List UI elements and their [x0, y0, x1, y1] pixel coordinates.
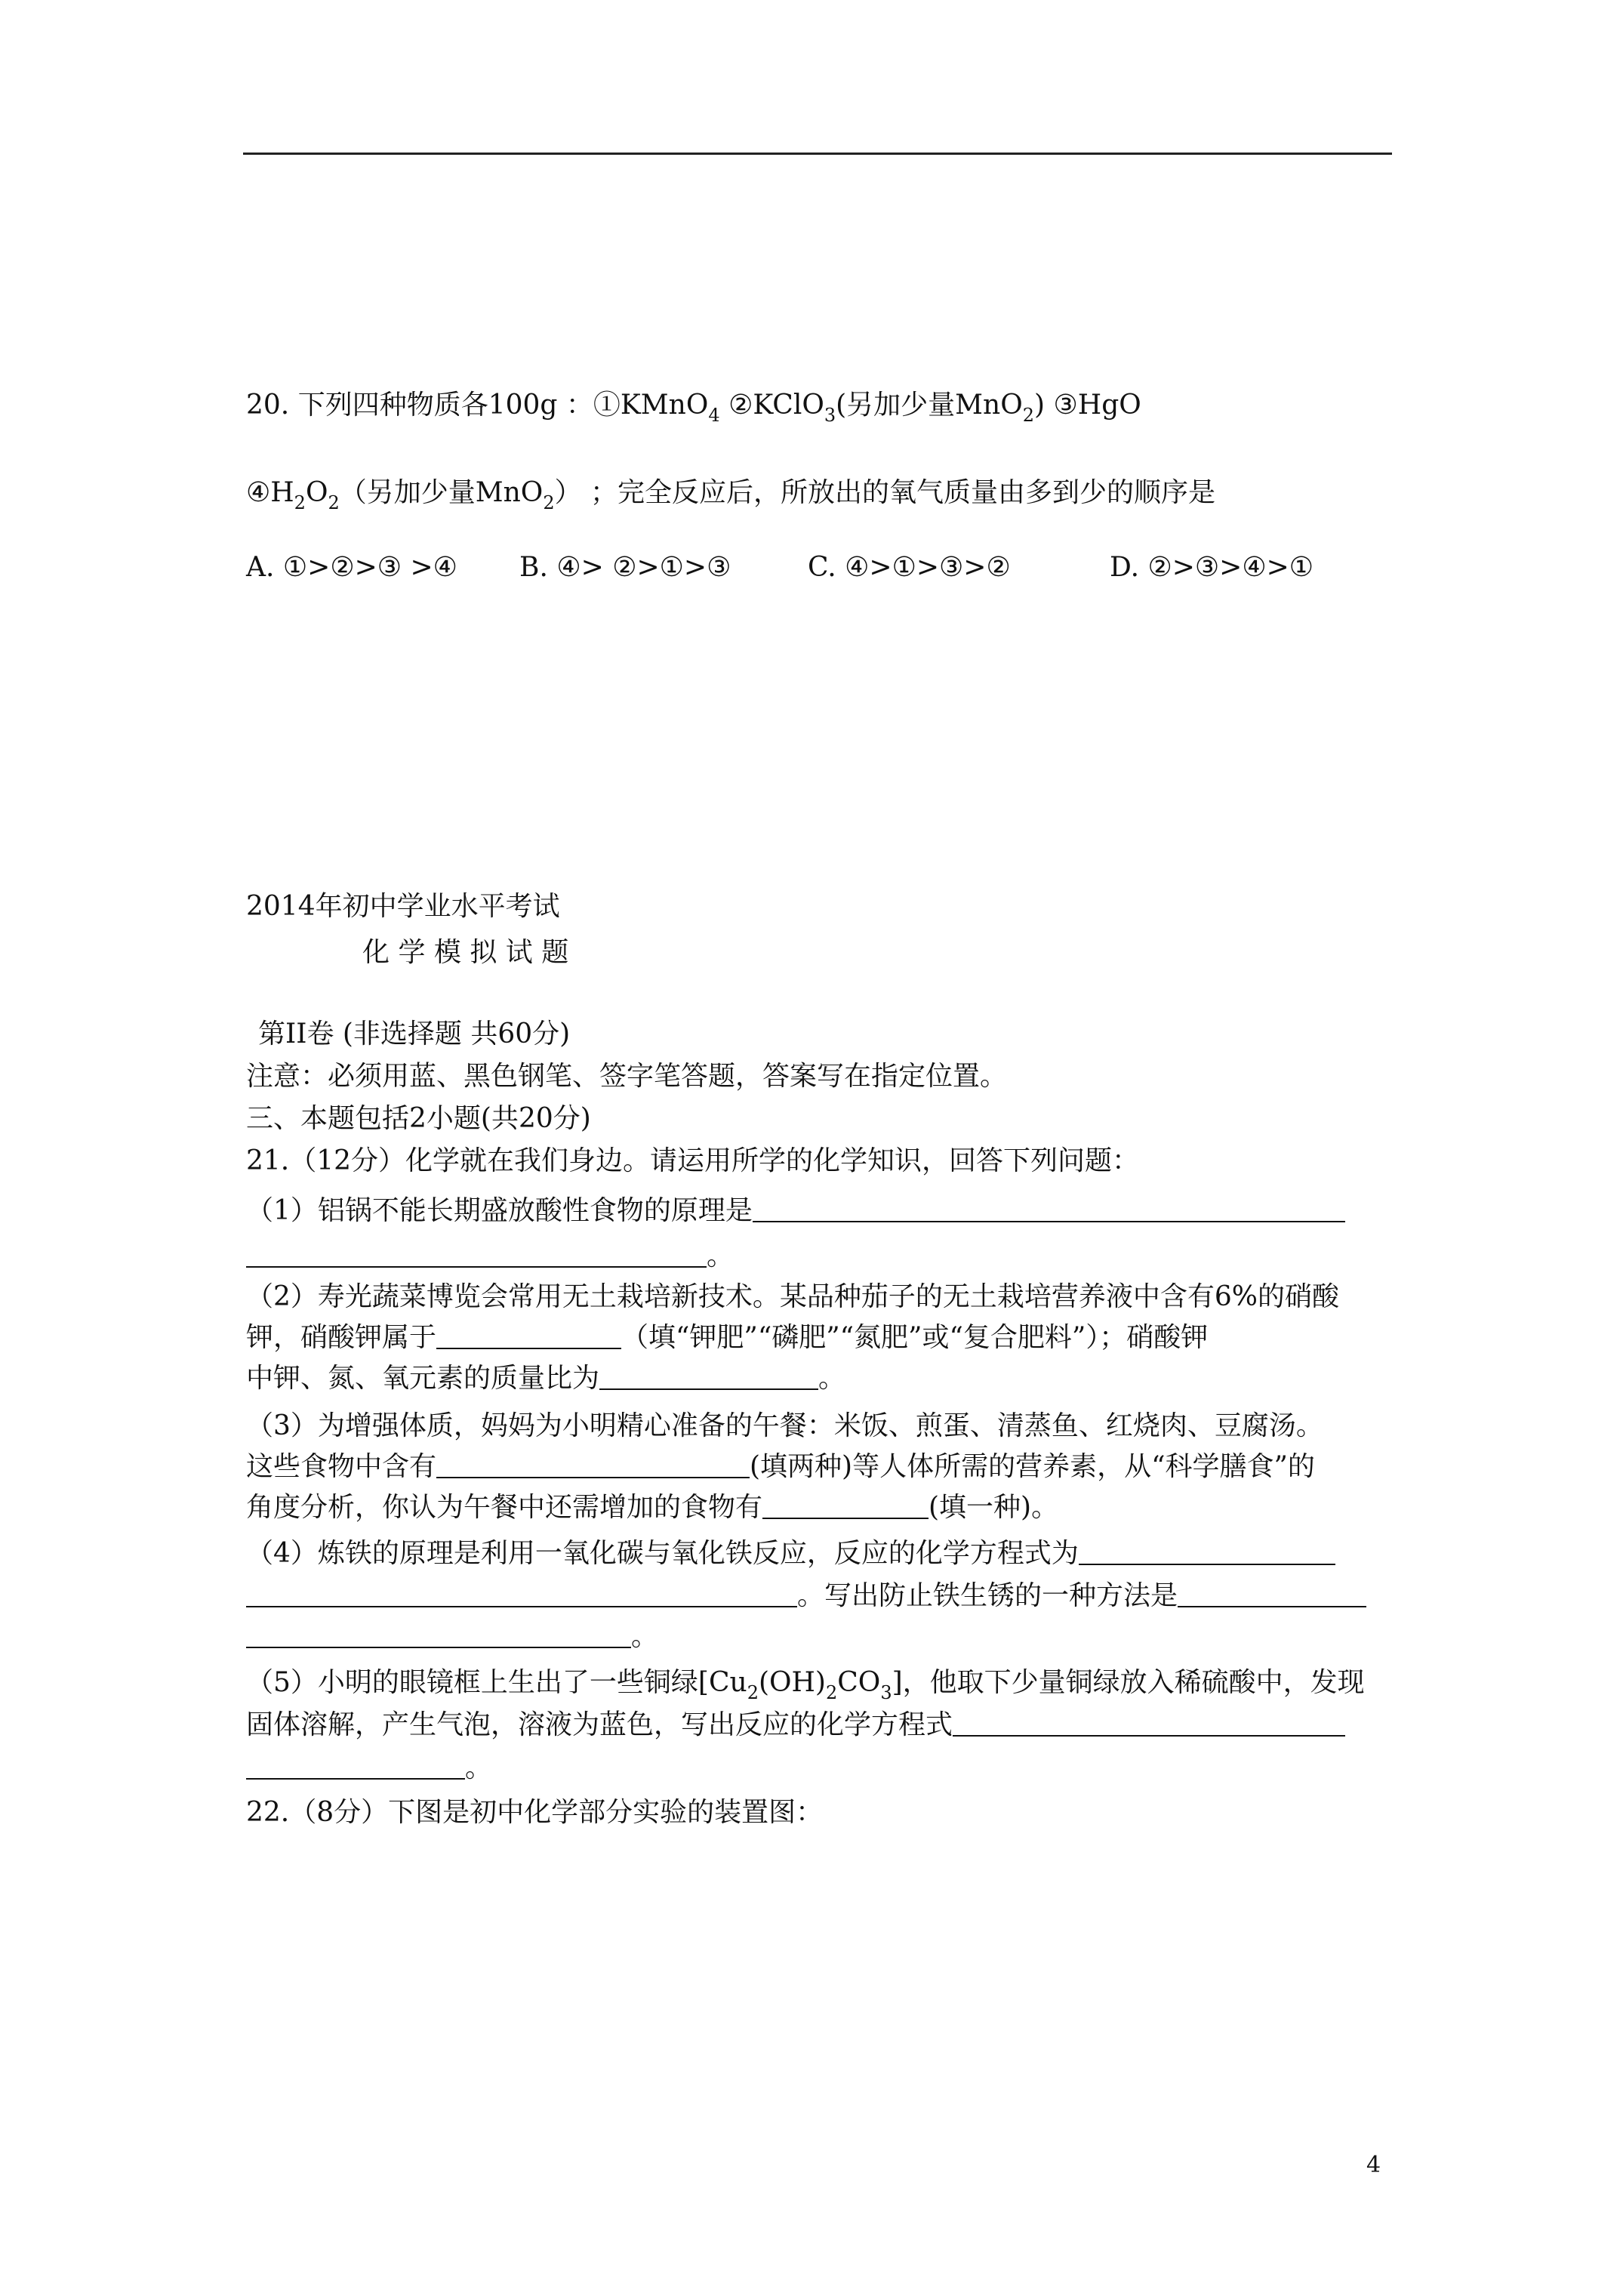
- page-number: 4: [1366, 2152, 1381, 2178]
- q20-option-b: B. ④> ②>①>③: [519, 552, 731, 583]
- exam-year-line: 2014年初中学业水平考试: [246, 891, 560, 922]
- q21-part5-line3: [246, 1749, 492, 1787]
- notice-text: 注意：必须用蓝、黑色钢笔、签字笔答题，答案写在指定位置。: [246, 1061, 1008, 1092]
- q21-text: ]，他取下少量铜绿放入稀硫酸中，发现: [892, 1667, 1365, 1698]
- answer-blank[interactable]: [1079, 1538, 1335, 1565]
- subscript: 2: [747, 1682, 759, 1703]
- q21-text: （4）炼铁的原理是利用一氧化碳与氧化铁反应，反应的化学方程式为: [246, 1538, 1079, 1569]
- answer-blank[interactable]: [753, 1195, 1345, 1222]
- q21-text: 。: [631, 1621, 659, 1652]
- q22-stem: 22.（8分）下图是初中化学部分实验的装置图：: [246, 1797, 824, 1828]
- subscript: 2: [294, 492, 306, 513]
- subscript: 2: [1022, 405, 1035, 426]
- subscript: 2: [543, 492, 555, 513]
- q20-text: ) ③HgO: [1034, 390, 1141, 421]
- header-rule: [243, 153, 1392, 155]
- q20-text: O: [305, 477, 328, 508]
- subscript: 2: [825, 1682, 838, 1703]
- q21-text: 固体溶解，产生气泡，溶液为蓝色，写出反应的化学方程式: [246, 1709, 953, 1740]
- answer-blank[interactable]: [246, 1240, 707, 1268]
- answer-blank[interactable]: [762, 1492, 929, 1519]
- q20-text: ④H: [246, 477, 294, 508]
- answer-blank[interactable]: [953, 1709, 1345, 1737]
- answer-blank[interactable]: [599, 1363, 818, 1390]
- q21-part1-line1: [246, 1192, 1345, 1230]
- q21-part5-line1: [246, 1664, 1365, 1712]
- q21-text: （5）小明的眼镜框上生出了一些铜绿[Cu: [246, 1667, 747, 1698]
- q21-text: 。: [707, 1240, 735, 1271]
- q21-part3-line1: （3）为增强体质，妈妈为小明精心准备的午餐：米饭、煎蛋、清蒸鱼、红烧肉、豆腐汤。: [246, 1410, 1323, 1441]
- q21-part3-line3: [246, 1489, 1058, 1527]
- answer-blank[interactable]: [436, 1451, 750, 1478]
- q20-text: ②KClO: [719, 390, 824, 421]
- q21-part2-line3: [246, 1360, 845, 1398]
- q21-part4-line2: [246, 1577, 1366, 1615]
- q21-text: 。写出防止铁生锈的一种方法是: [797, 1580, 1178, 1611]
- answer-blank[interactable]: [246, 1621, 631, 1648]
- q21-text: (填一种)。: [929, 1492, 1059, 1523]
- q21-text: 。: [818, 1363, 846, 1394]
- q21-part4-line3: [246, 1618, 658, 1656]
- part-three-heading: 三、本题包括2小题(共20分): [246, 1103, 591, 1134]
- q20-line-2: [246, 474, 1215, 522]
- q21-text: 这些食物中含有: [246, 1451, 437, 1482]
- q21-text: (OH): [758, 1667, 826, 1698]
- q21-text: （填“钾肥”“磷肥”“氮肥”或“复合肥料”）；硝酸钾: [621, 1322, 1209, 1353]
- q21-part2-line1: （2）寿光蔬菜博览会常用无土栽培新技术。某品种茄子的无土栽培营养液中含有6%的硝酸: [246, 1281, 1340, 1312]
- q21-stem: 21.（12分）化学就在我们身边。请运用所学的化学知识，回答下列问题：: [246, 1145, 1140, 1176]
- q20-text: 20. 下列四种物质各100g ：①KMnO: [246, 390, 709, 421]
- subscript: 3: [824, 405, 836, 426]
- q21-text: （1）铝锅不能长期盛放酸性食物的原理是: [246, 1195, 753, 1226]
- volume-heading: 第II卷 (非选择题 共60分): [258, 1019, 571, 1049]
- q21-part5-line2: [246, 1706, 1345, 1744]
- answer-blank[interactable]: [1178, 1580, 1366, 1607]
- answer-blank[interactable]: [246, 1752, 465, 1780]
- q20-option-a: A. ①>②>③ >④: [246, 552, 457, 583]
- q21-part4-line1: [246, 1535, 1335, 1573]
- q21-text: 钾，硝酸钾属于: [246, 1322, 437, 1353]
- answer-blank[interactable]: [436, 1322, 621, 1349]
- q21-part3-line2: [246, 1448, 1315, 1486]
- q21-text: 角度分析，你认为午餐中还需增加的食物有: [246, 1492, 763, 1523]
- q21-part2-line2: [246, 1319, 1208, 1357]
- answer-blank[interactable]: [246, 1580, 797, 1607]
- subscript: 3: [880, 1682, 892, 1703]
- subscript: 2: [328, 492, 340, 513]
- q20-option-d: D. ②>③>④>①: [1110, 552, 1314, 583]
- q20-text: (另加少量MnO: [836, 390, 1023, 421]
- q21-text: CO: [837, 1667, 881, 1698]
- q21-text: 中钾、氮、氧元素的质量比为: [246, 1363, 600, 1394]
- exam-title: 化 学 模 拟 试 题: [362, 937, 569, 968]
- subscript: 4: [708, 405, 720, 426]
- q21-text: 。: [465, 1752, 493, 1783]
- q20-line-1: [246, 387, 1141, 434]
- q20-option-c: C. ④>①>③>②: [808, 552, 1011, 583]
- q21-text: (填两种)等人体所需的营养素，从“科学膳食”的: [750, 1451, 1315, 1482]
- q20-text: ） ；完全反应后，所放出的氧气质量由多到少的顺序是: [554, 477, 1216, 508]
- q21-part1-line2: [246, 1237, 734, 1275]
- q20-text: （另加少量MnO: [339, 477, 544, 508]
